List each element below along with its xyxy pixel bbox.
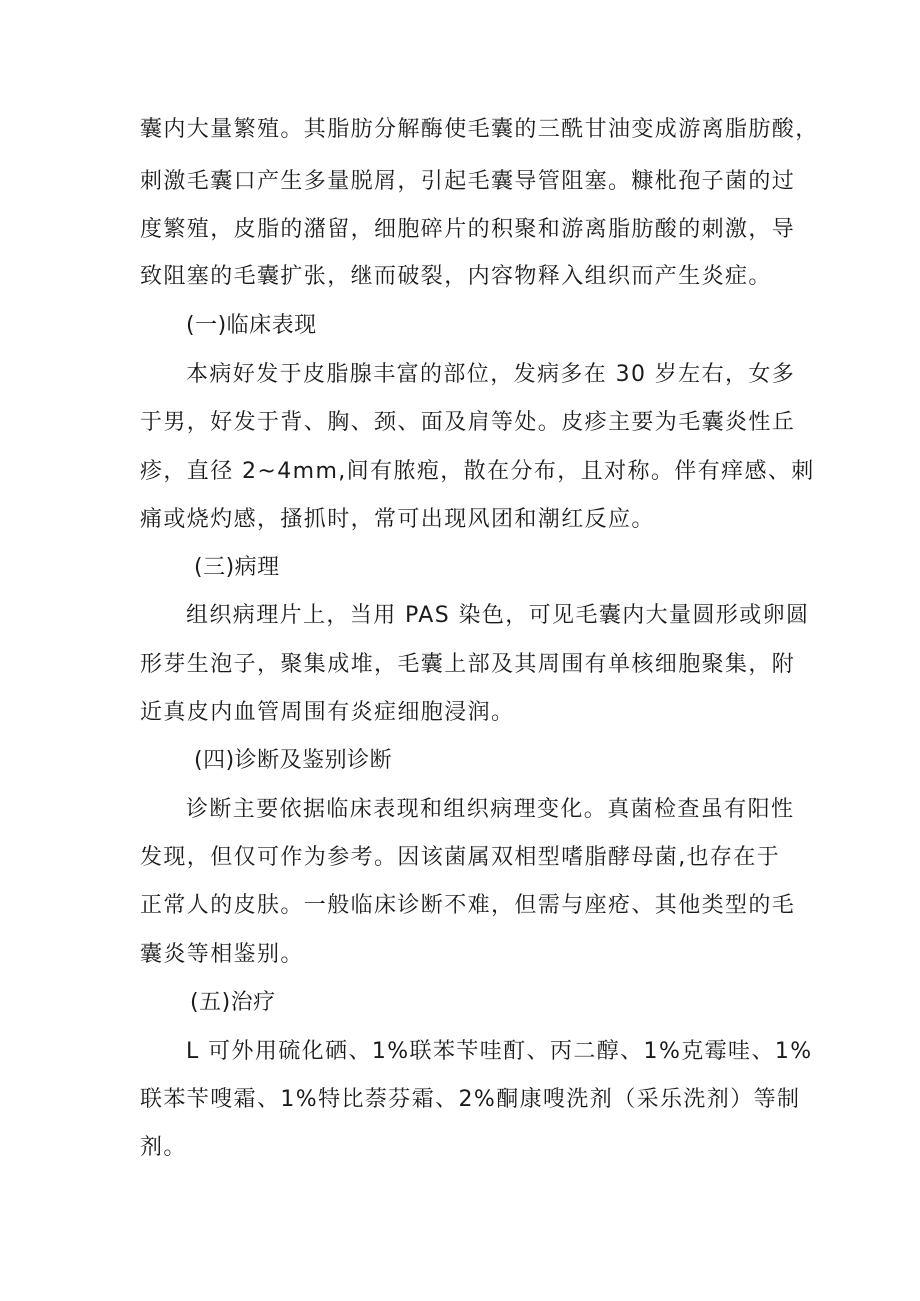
treatment-line-1: L 可外用硫化硒、1%联苯苄哇酊、丙二醇、1%克霉哇、1% bbox=[186, 1039, 813, 1064]
intro-line-1: 囊内大量繁殖。其脂肪分解酶使毛囊的三酰甘油变成游离脂肪酸， bbox=[140, 117, 819, 142]
diagnosis-line-3: 正常人的皮肤。一般临床诊断不难，但需与座疮、其他类型的毛 bbox=[140, 893, 796, 918]
diagnosis-line-1: 诊断主要依据临床表现和组织病理变化。真菌检查虽有阳性 bbox=[186, 797, 795, 822]
pathology-line-3: 近真皮内血管周围有炎症细胞浸润。 bbox=[140, 700, 515, 725]
intro-line-4: 致阻塞的毛囊扩张，继而破裂，内容物释入组织而产生炎症。 bbox=[140, 264, 772, 289]
diagnosis-line-4: 囊炎等相鉴别。 bbox=[140, 942, 304, 967]
pathology-line-1: 组织病理片上，当用 PAS 染色，可见毛囊内大量圆形或卵圆 bbox=[186, 603, 810, 628]
diagnosis-line-2: 发现，但仅可作为参考。因该菌属双相型嗜脂酵母菌,也存在于 bbox=[140, 845, 781, 870]
clinical-line-1: 本病好发于皮脂腺丰富的部位，发病多在 30 岁左右，女多 bbox=[186, 362, 796, 387]
clinical-line-3: 疹，直径 2~4mm,间有脓疱，散在分布，且对称。伴有痒感、刺 bbox=[140, 459, 815, 484]
treatment-line-3: 剂。 bbox=[140, 1135, 187, 1160]
clinical-line-4: 痛或烧灼感，搔抓时，常可出现风团和潮红反应。 bbox=[140, 507, 655, 532]
section-heading-clinical: (一)临床表现 bbox=[186, 313, 317, 338]
section-heading-treatment: (五)治疗 bbox=[190, 990, 276, 1015]
intro-line-2: 刺激毛囊口产生多量脱屑，引起毛囊导管阻塞。糠枇孢子菌的过 bbox=[140, 169, 796, 194]
treatment-line-2: 联苯苄嗖霜、1%特比萘芬霜、2%酮康嗖洗剂（采乐洗剂）等制 bbox=[140, 1087, 801, 1112]
pathology-line-2: 形芽生泡子，聚集成堆，毛囊上部及其周围有单核细胞聚集，附 bbox=[140, 652, 796, 677]
clinical-line-2: 于男，好发于背、胸、颈、面及肩等处。皮疹主要为毛囊炎性丘 bbox=[140, 410, 796, 435]
intro-line-3: 度繁殖，皮脂的潴留，细胞碎片的积聚和游离脂肪酸的刺激，导 bbox=[140, 217, 796, 242]
section-heading-pathology: (三)病理 bbox=[194, 555, 280, 580]
section-heading-diagnosis: (四)诊断及鉴别诊断 bbox=[194, 748, 393, 773]
